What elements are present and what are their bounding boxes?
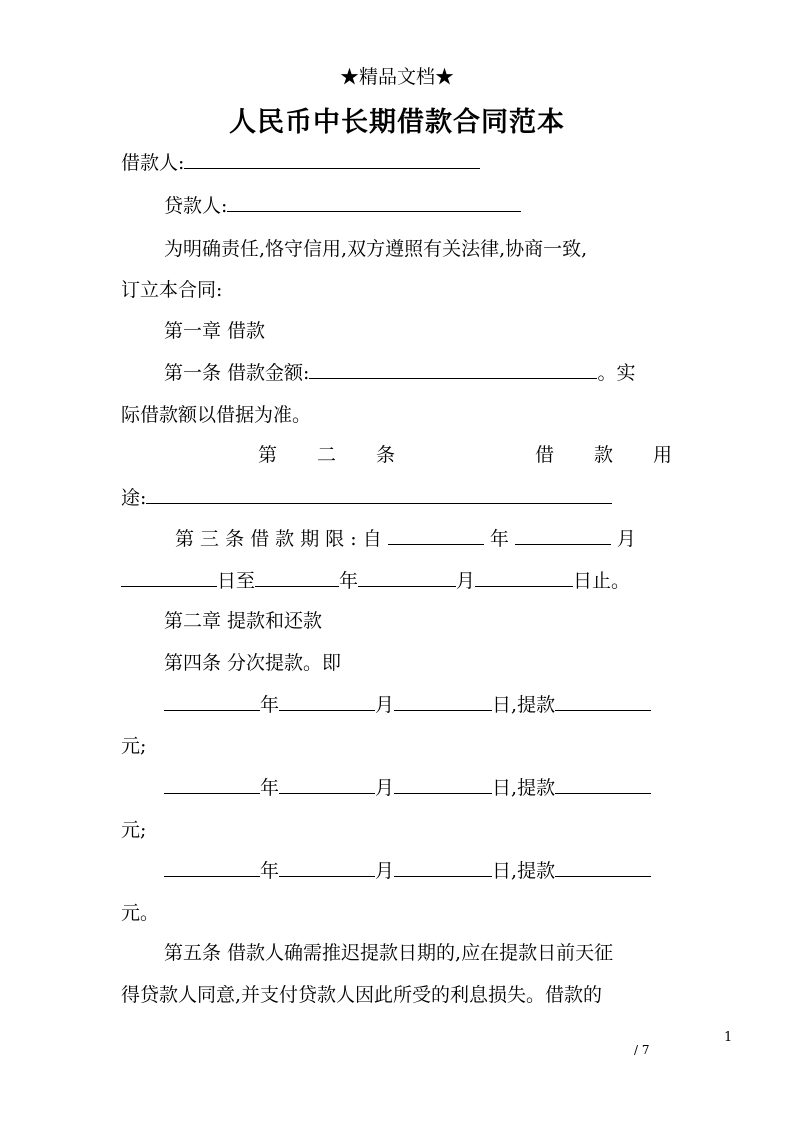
lender-line xyxy=(164,191,521,218)
withdraw-month-blank[interactable] xyxy=(279,774,375,794)
article-3-label: 第 三 条 借 款 期 限 : 自 xyxy=(175,528,382,550)
article-5-line-1: 第五条 借款人确需推迟提款日期的,应在提款日前天征 xyxy=(164,942,614,964)
article-1-continuation: 际借款额以借据为准。 xyxy=(121,404,312,426)
withdrawal-unit-1: 元; xyxy=(121,735,147,757)
withdraw-year-blank[interactable] xyxy=(164,774,260,794)
year-unit: 年 xyxy=(260,694,280,716)
article-2-char-2: 二 xyxy=(317,444,337,466)
article-2-cont-label: 途: xyxy=(121,487,147,509)
withdraw-day-blank[interactable] xyxy=(394,774,492,794)
article-1-line xyxy=(164,358,635,385)
article-5-line-2: 得贷款人同意,并支付贷款人因此所受的利息损失。借款的 xyxy=(121,984,603,1006)
chapter-1-heading: 第一章 借款 xyxy=(164,320,266,342)
year-unit: 年 xyxy=(260,777,280,799)
day-end-unit: 日止。 xyxy=(573,570,631,592)
withdraw-amount-blank[interactable] xyxy=(555,691,651,711)
month-unit: 月 xyxy=(616,528,636,550)
intro-line-2: 订立本合同: xyxy=(121,279,223,301)
document-header: ★精品文档★ xyxy=(339,66,454,88)
withdraw-amount-blank[interactable] xyxy=(555,857,651,877)
withdrawal-unit-2: 元; xyxy=(121,819,147,841)
end-day-blank[interactable] xyxy=(475,567,573,587)
borrower-label: 借款人: xyxy=(121,152,185,174)
article-1-tail: 。实 xyxy=(597,362,636,384)
year-unit: 年 xyxy=(489,528,509,550)
withdraw-label: 日,提款 xyxy=(492,694,556,716)
end-year-blank[interactable] xyxy=(255,567,339,587)
page-number: 1 xyxy=(724,1030,733,1045)
withdraw-month-blank[interactable] xyxy=(279,857,375,877)
article-2-char-1: 第 xyxy=(258,444,278,466)
loan-amount-blank[interactable] xyxy=(309,359,597,379)
article-2-char-6: 用 xyxy=(652,444,672,466)
withdraw-day-blank[interactable] xyxy=(394,857,492,877)
page-title: 人民币中长期借款合同范本 xyxy=(229,107,565,138)
month-unit: 月 xyxy=(375,860,395,882)
article-2-char-4: 借 xyxy=(534,444,554,466)
article-3-continuation xyxy=(121,566,630,593)
borrower-blank[interactable] xyxy=(184,149,480,169)
article-2-char-5: 款 xyxy=(593,444,613,466)
withdraw-month-blank[interactable] xyxy=(279,691,375,711)
end-month-blank[interactable] xyxy=(358,567,456,587)
lender-label: 贷款人: xyxy=(164,195,228,217)
borrower-line xyxy=(121,148,480,175)
withdrawal-row-3 xyxy=(164,856,651,883)
withdraw-label: 日,提款 xyxy=(492,777,556,799)
day-to-unit: 日至 xyxy=(217,570,256,592)
withdraw-year-blank[interactable] xyxy=(164,857,260,877)
article-4-heading: 第四条 分次提款。即 xyxy=(164,652,342,674)
start-day-blank[interactable] xyxy=(121,567,217,587)
year-unit: 年 xyxy=(260,860,280,882)
loan-purpose-blank[interactable] xyxy=(146,484,612,504)
withdraw-year-blank[interactable] xyxy=(164,691,260,711)
article-2-char-3: 条 xyxy=(376,444,396,466)
withdrawal-row-2 xyxy=(164,773,651,800)
withdraw-label: 日,提款 xyxy=(492,860,556,882)
month-unit: 月 xyxy=(456,570,476,592)
year-unit: 年 xyxy=(339,570,359,592)
article-3-line xyxy=(175,524,636,551)
month-unit: 月 xyxy=(375,777,395,799)
article-2-continuation xyxy=(121,483,612,510)
withdrawal-unit-3: 元。 xyxy=(121,902,160,924)
withdraw-amount-blank[interactable] xyxy=(555,774,651,794)
intro-line-1: 为明确责任,恪守信用,双方遵照有关法律,协商一致, xyxy=(164,238,588,260)
withdraw-day-blank[interactable] xyxy=(394,691,492,711)
page-total: / 7 xyxy=(634,1043,650,1057)
article-2-line xyxy=(258,440,672,467)
withdrawal-row-1 xyxy=(164,690,651,717)
start-year-blank[interactable] xyxy=(388,525,484,545)
lender-blank[interactable] xyxy=(227,192,521,212)
article-1-label: 第一条 借款金额: xyxy=(164,362,310,384)
start-month-blank[interactable] xyxy=(515,525,611,545)
month-unit: 月 xyxy=(375,694,395,716)
chapter-2-heading: 第二章 提款和还款 xyxy=(164,610,323,632)
